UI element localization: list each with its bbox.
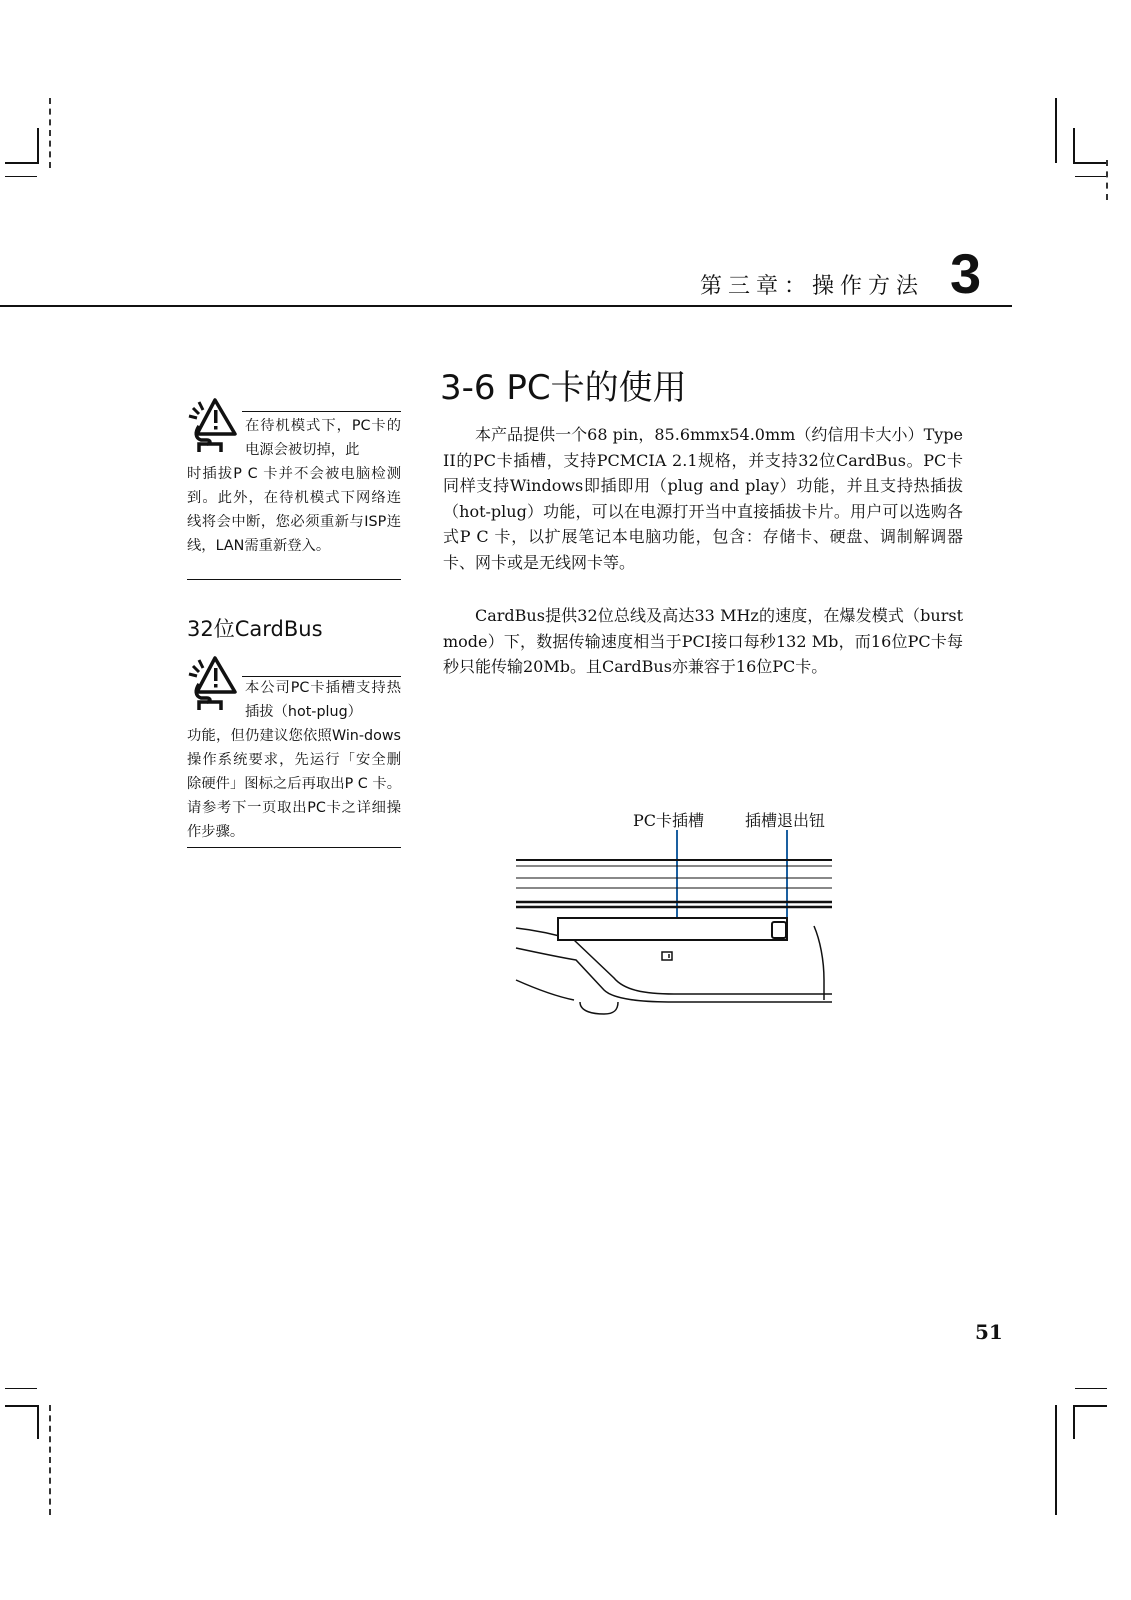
page-number: 51	[975, 1320, 1003, 1344]
note-text: 功能，但仍建议您依照Win-dows操作系统要求，先运行「安全删除硬件」图标之后再取出P C 卡。请参考下一页取出PC卡之详细操作步骤。	[187, 728, 401, 840]
section-title: 3-6 PC卡的使用	[440, 368, 687, 408]
crop-mark	[1073, 1405, 1075, 1439]
crop-mark	[1075, 1388, 1107, 1389]
label-pc-card-slot: PC卡插槽	[633, 811, 705, 830]
note-warning-standby	[187, 414, 401, 558]
crop-mark	[49, 1405, 51, 1515]
chapter-number: 3	[950, 242, 982, 305]
crop-mark	[1075, 176, 1107, 177]
crop-mark	[1073, 162, 1107, 164]
note-rule	[242, 411, 401, 412]
subheading-cardbus: 32位CardBus	[187, 617, 323, 641]
crop-mark	[37, 1405, 39, 1439]
crop-mark	[49, 98, 51, 168]
chapter-title: 第三章：操作方法	[700, 274, 925, 299]
body-paragraph: 本产品提供一个68 pin，85.6mmx54.0mm（约信用卡大小）Type II的PC卡插槽，支持PCMCIA 2.1规格，并支持32位CardBus。PC卡同样支持Windows即插即用（plug and play）功能，并且支持热插拔（hot-plug）功能，可以在电源打开当中直接插拔卡片。用户可以选购各式P C 卡，以扩展笔记本电脑功能，包含：存储卡、硬盘、调制解调器卡、网卡或是无线网卡等。	[443, 425, 963, 572]
crop-mark	[1106, 160, 1108, 200]
crop-mark	[5, 1405, 39, 1407]
crop-mark	[1055, 1405, 1057, 1515]
crop-mark	[1055, 98, 1057, 163]
note-first-line: 在待机模式下，PC卡的电源会被切掉，此	[245, 418, 401, 458]
crop-mark	[5, 162, 39, 164]
pc-card-slot	[558, 918, 787, 940]
note-hot-plug	[187, 676, 401, 844]
crop-mark	[5, 176, 37, 177]
note-bottom-rule	[187, 847, 401, 848]
crop-mark	[1073, 128, 1075, 163]
header-rule	[0, 305, 1012, 307]
pc-card-slot-illustration	[514, 830, 834, 1020]
pc-card-icon	[662, 952, 672, 960]
label-eject-button: 插槽退出钮	[745, 811, 826, 830]
note-first-line: 本公司PC卡插槽支持热插拔（hot-plug）	[245, 680, 401, 720]
body-paragraph: CardBus提供32位总线及高达33 MHz的速度，在爆发模式（burst mode）下，数据传输速度相当于PCI接口每秒132 Mb，而16位PC卡每秒只能传输20Mb。且CardBus亦兼容于16位PC卡。	[443, 606, 963, 677]
crop-mark	[5, 1388, 37, 1389]
crop-mark	[37, 128, 39, 163]
note-text: 时插拔P C 卡并不会被电脑检测到。此外，在待机模式下网络连线将会中断，您必须重新与ISP连线，LAN需重新登入。	[187, 466, 401, 554]
crop-mark	[1073, 1405, 1107, 1407]
eject-button	[772, 922, 786, 938]
note-bottom-rule	[187, 579, 401, 580]
